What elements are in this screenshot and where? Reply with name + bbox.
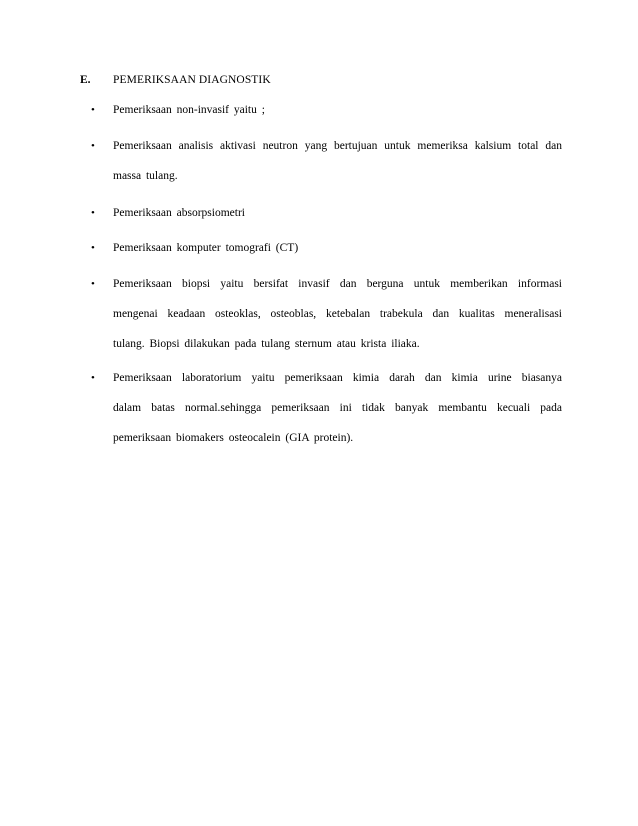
bullet-icon: • <box>91 278 95 290</box>
bullet-icon: • <box>91 140 95 152</box>
text-line: Pemeriksaan analisis aktivasi neutron yang bertujuan untuk memeriksa kalsium total dan <box>113 140 562 152</box>
list-item-text <box>113 363 562 453</box>
list-item-text <box>113 269 562 359</box>
text-line: Pemeriksaan laboratorium yaitu pemeriksaan kimia darah dan kimia urine biasanya <box>113 372 562 384</box>
text-line: Pemeriksaan absorpsiometri <box>113 207 245 219</box>
section-title: PEMERIKSAAN DIAGNOSTIK <box>113 74 271 86</box>
bullet-icon: • <box>91 242 95 254</box>
section-number: E. <box>80 74 91 86</box>
bullet-icon: • <box>91 207 95 219</box>
list-item-text <box>113 198 562 228</box>
text-line: tulang. Biopsi dilakukan pada tulang sternum atau krista iliaka. <box>113 338 420 350</box>
text-line: Pemeriksaan biopsi yaitu bersifat invasif dan berguna untuk memberikan informasi <box>113 278 562 290</box>
list-item-text <box>113 95 562 125</box>
list-item-text <box>113 131 562 191</box>
text-line: Pemeriksaan komputer tomografi (CT) <box>113 242 299 254</box>
text-line: mengenai keadaan osteoklas, osteoblas, ketebalan trabekula dan kualitas meneralisasi <box>113 308 562 320</box>
text-line: Pemeriksaan non-invasif yaitu ; <box>113 104 265 116</box>
text-line: pemeriksaan biomakers osteocalein (GIA protein). <box>113 432 354 444</box>
bullet-icon: • <box>91 104 95 116</box>
list-item-text <box>113 233 562 263</box>
bullet-icon: • <box>91 372 95 384</box>
text-line: dalam batas normal.sehingga pemeriksaan ini tidak banyak membantu kecuali pada <box>113 402 562 414</box>
text-line: massa tulang. <box>113 170 178 182</box>
